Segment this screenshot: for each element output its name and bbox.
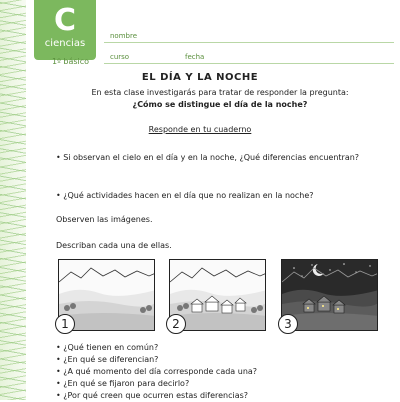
prompt-activities: • ¿Qué actividades hacen en el día que no realizan en la noche? (56, 191, 314, 200)
question-list (56, 342, 376, 402)
list-item: • ¿Por qué creen que ocurren estas diferencias? (56, 391, 249, 400)
list-item: • ¿Qué tienen en común? (56, 343, 159, 352)
observe-text: Observen las imágenes. (56, 215, 153, 224)
instruction: Responde en tu cuaderno (148, 125, 252, 134)
list-item: • ¿A qué momento del día corresponde cada una? (56, 367, 258, 376)
scene-number-1: 1 (55, 314, 75, 334)
scene-number-2: 2 (166, 314, 186, 334)
describe-text: Describan cada una de ellas. (56, 241, 172, 250)
subject-badge (34, 0, 96, 60)
grass-border-decoration (0, 0, 26, 400)
list-item: • ¿En qué se diferencian? (56, 355, 159, 364)
name-line (104, 42, 394, 43)
page-title: EL DÍA Y LA NOCHE (141, 72, 259, 83)
prompt-sky: • Si observan el cielo en el día y en la noche, ¿Qué diferencias encuentran? (56, 153, 360, 162)
course-date-line (104, 63, 394, 64)
name-label: nombre (110, 32, 138, 40)
list-item: • ¿En qué se fijaron para decirlo? (56, 379, 190, 388)
grade-label: 1º básico (52, 57, 90, 66)
date-label: fecha (185, 53, 205, 61)
guiding-question: ¿Cómo se distingue el día de la noche? (132, 100, 308, 109)
subject-letter: C (53, 3, 77, 38)
subject-name: ciencias (44, 38, 86, 49)
course-label: curso (110, 53, 130, 61)
intro-text (60, 87, 380, 111)
intro-sentence: En esta clase investigarás para tratar de responder la pregunta: (91, 88, 349, 97)
scene-number-3: 3 (278, 314, 298, 334)
